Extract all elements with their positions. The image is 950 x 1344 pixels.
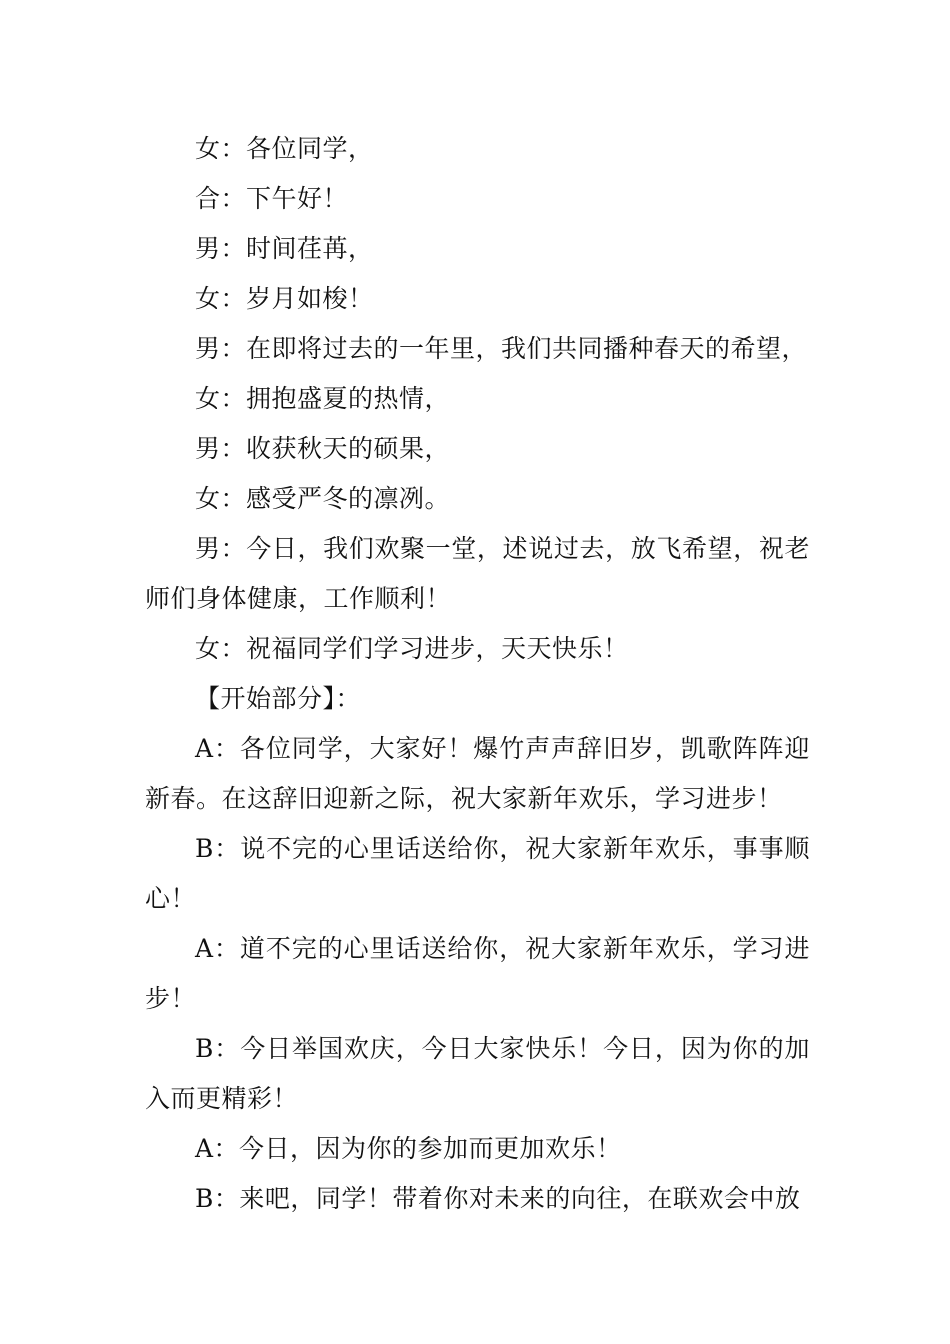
section-heading: 【开始部分】： bbox=[195, 684, 362, 713]
paragraph: 男：在即将过去的一年里，我们共同播种春天的希望， bbox=[195, 334, 808, 363]
paragraph: 女：拥抱盛夏的热情， bbox=[195, 384, 451, 413]
paragraph: 女：感受严冬的凛冽。 bbox=[195, 484, 451, 513]
paragraph: A：今日，因为你的参加而更加欢乐！ bbox=[195, 1134, 622, 1163]
paragraph: 女：各位同学， bbox=[195, 134, 374, 163]
paragraph: 合：下午好！ bbox=[195, 184, 349, 213]
paragraph: B：今日举国欢庆，今日大家快乐！今日，因为你的加入而更精彩！ bbox=[145, 1034, 810, 1113]
paragraph: 男：今日，我们欢聚一堂，述说过去，放飞希望，祝老师们身体健康，工作顺利！ bbox=[145, 534, 810, 613]
document-body bbox=[145, 124, 810, 1224]
paragraph: 女：岁月如梭！ bbox=[195, 284, 374, 313]
paragraph: 男：收获秋天的硕果， bbox=[195, 434, 451, 463]
paragraph: B：来吧，同学！带着你对未来的向往，在联欢会中放 bbox=[195, 1184, 801, 1213]
paragraph: B：说不完的心里话送给你，祝大家新年欢乐，事事顺心！ bbox=[145, 834, 810, 913]
paragraph: A：各位同学，大家好！爆竹声声辞旧岁，凯歌阵阵迎新春。在这辞旧迎新之际，祝大家新年欢乐，学习进步！ bbox=[145, 734, 810, 813]
paragraph: 女：祝福同学们学习进步，天天快乐！ bbox=[195, 634, 629, 663]
paragraph: 男：时间荏苒， bbox=[195, 234, 374, 263]
paragraph: A：道不完的心里话送给你，祝大家新年欢乐，学习进步！ bbox=[145, 934, 810, 1013]
